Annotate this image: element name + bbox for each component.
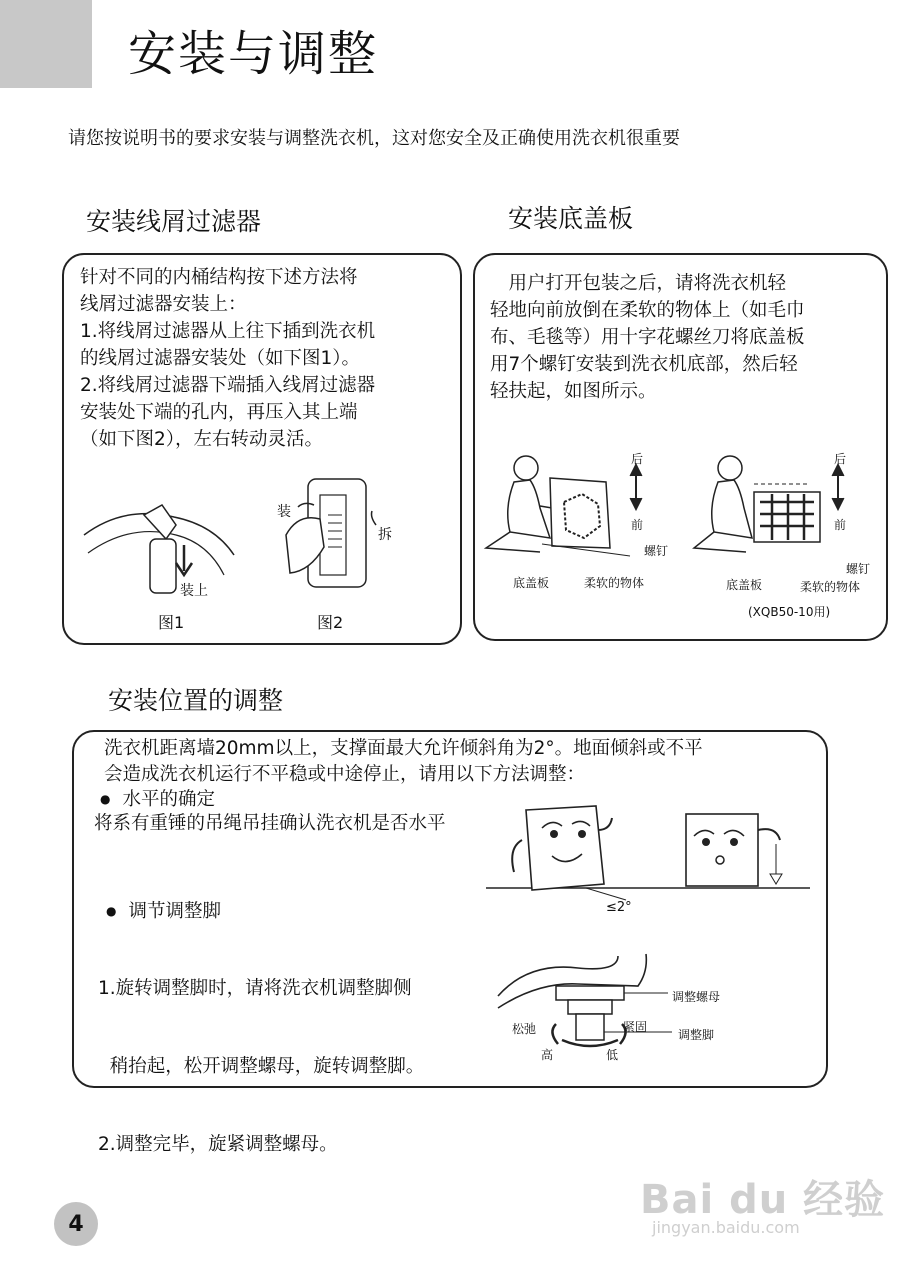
corner-block (0, 0, 92, 88)
nut-label: 调整螺母 (672, 990, 721, 1004)
level-bullet: ● 水平的确定 (100, 786, 215, 815)
cover-line: 用7个螺钉安装到洗衣机底部，然后轻 (490, 354, 798, 375)
filter-line: 1.将线屑过滤器从上往下插到洗衣机 (80, 321, 376, 342)
filter-line: 2.将线屑过滤器下端插入线屑过滤器 (80, 375, 376, 396)
fig1-caption: 图1 (158, 613, 185, 632)
cover-line: 轻扶起，如图所示。 (490, 381, 657, 402)
filter-line: 的线屑过滤器安装处（如下图1）。 (80, 348, 361, 369)
cover-right-illustration (690, 448, 886, 566)
cover-line: 布、毛毯等）用十字花螺丝刀将底盖板 (490, 327, 805, 348)
loosen-label: 松弛 (512, 1022, 537, 1036)
filter-fig2-illustration (280, 475, 390, 595)
position-intro (104, 736, 703, 788)
left-soft-label: 柔软的物体 (584, 576, 645, 590)
right-cover-label: 底盖板 (726, 578, 763, 592)
left-screw-label: 螺钉 (644, 544, 669, 558)
adjust-line: 2.调整完毕，旋紧调整螺母。 (98, 1134, 338, 1155)
position-line: 洗衣机距离墙20mm以上，支撑面最大允许倾斜角为2°。地面倾斜或不平 (104, 738, 703, 759)
watermark-url: jingyan.baidu.com (652, 1218, 800, 1237)
filter-line: 线屑过滤器安装上： (80, 294, 247, 315)
filter-instructions (80, 264, 375, 453)
filter-line: （如下图2），左右转动灵活。 (80, 429, 324, 450)
filter-heading: 安装线屑过滤器 (86, 207, 262, 236)
high-label: 高 (541, 1048, 554, 1062)
cover-line: 用户打开包装之后，请将洗衣机轻 (490, 273, 787, 294)
left-back-label: 后 (631, 452, 644, 466)
tighten-label: 紧固 (623, 1020, 648, 1034)
filter-line: 安装处下端的孔内，再压入其上端 (80, 402, 358, 423)
right-screw-label: 螺钉 (846, 562, 871, 576)
adjust-line: 稍抬起，松开调整螺母，旋转调整脚。 (98, 1056, 425, 1077)
filter-line: 针对不同的内桶结构按下述方法将 (80, 267, 358, 288)
fig2-caption: 图2 (317, 613, 344, 632)
right-back-label: 后 (834, 452, 847, 466)
fig2-label-remove: 拆 (378, 527, 392, 543)
level-text: 将系有重锤的吊绳吊挂确认洗衣机是否水平 (94, 813, 446, 834)
position-heading: 安装位置的调整 (108, 686, 284, 715)
position-line: 会造成洗衣机运行不平稳或中途停止，请用以下方法调整： (104, 764, 586, 785)
adjust-line: 1.旋转调整脚时，请将洗衣机调整脚侧 (98, 978, 412, 999)
right-front-label: 前 (834, 518, 847, 532)
adjust-instructions (98, 924, 424, 1184)
filter-fig1-illustration (84, 495, 244, 605)
left-front-label: 前 (631, 518, 644, 532)
cover-heading: 安装底盖板 (508, 204, 634, 233)
page-title: 安装与调整 (128, 26, 379, 82)
level-illustration (486, 800, 810, 900)
right-soft-label: 柔软的物体 (800, 580, 861, 594)
intro-text: 请您按说明书的要求安装与调整洗衣机，这对您安全及正确使用洗衣机很重要 (68, 128, 680, 149)
cover-instructions (490, 270, 805, 405)
page-number: 4 (54, 1202, 98, 1246)
foot-illustration (498, 952, 698, 1072)
fig1-label: 装上 (180, 583, 208, 599)
fig2-label-install: 装 (277, 504, 291, 520)
angle-label: ≤2° (606, 900, 632, 915)
foot-label: 调整脚 (678, 1028, 715, 1042)
cover-line: 轻地向前放倒在柔软的物体上（如毛巾 (490, 300, 805, 321)
watermark-logo: Bai du 经验 (640, 1177, 886, 1223)
left-cover-label: 底盖板 (513, 576, 550, 590)
model-note: (XQB50-10用) (748, 605, 831, 619)
adjust-bullet: ● 调节调整脚 (106, 898, 221, 927)
low-label: 低 (606, 1048, 619, 1062)
